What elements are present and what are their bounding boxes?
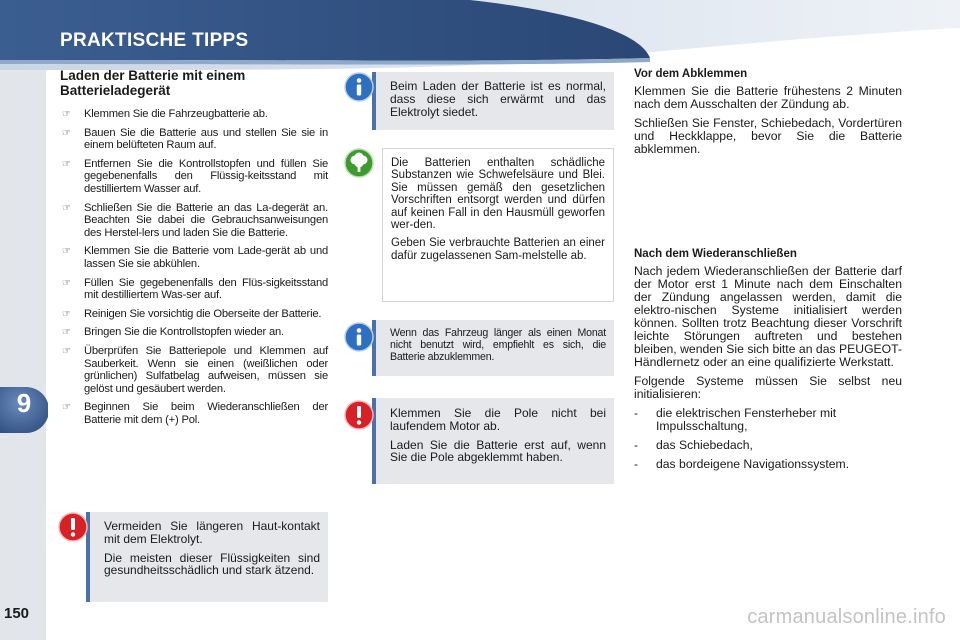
list-item: ☞ Bringen Sie die Kontrollstopfen wieder an. [62,326,284,339]
list-item: ☞ Beginnen Sie beim Wiederanschließen der Batterie mit dem (+) Pol. [62,401,328,426]
info-icon [344,72,374,102]
after-reconnecting-section: Nach dem Wiederanschließen Nach jedem Wiederanschließen der Batterie darf der Motor erst 1 Minute nach dem Einschalten der Zündung angelassen werden, damit die elektro-nischen Systeme initialisiert werden können. Sollten trotz Beachtung dieser Vorschrift leichte Störungen auftreten und bestehen bleiben, wenden Sie sich bitte an das PEUGEOT-Händlernetz oder an eine qualifizierte Werkstatt. Folgende Systeme müssen Sie selbst neu initialisieren: - die elektrischen Fensterheber mit Impulsschaltung, - das Schiebedach, - das bordeigene Navigationssystem. [634,248,902,471]
page-number: 150 [4,605,30,622]
battery-disposal-box: Die Batterien enthalten schädliche Substanzen wie Schwefelsäure und Blei. Sie müssen gemäß den gesetzlichen Vorschriften entsorgt werden und dürfen auf keinen Fall in den Hausmüll geworfen wer-den. Geben Sie verbrauchte Batterien an einer dafür zugelassenen Sam-melstelle ab. [382,148,614,302]
list-item: - das Schiebedach, [634,438,753,452]
pointing-hand-icon: ☞ [62,246,71,258]
watermark: carmanualsonline.info [747,606,946,628]
pointing-hand-icon: ☞ [62,308,71,320]
charging-steps-list [60,108,328,426]
list-item: - die elektrischen Fensterheber mit Impulsschaltung, [634,406,837,433]
engine-running-warning-box: Klemmen Sie die Pole nicht bei laufendem Motor ab. Laden Sie die Batterie erst auf, wenn Sie die Pole abgeklemmt haben. [372,398,614,484]
warning-icon [58,512,88,542]
pointing-hand-icon: ☞ [62,202,71,214]
pointing-hand-icon: ☞ [62,327,71,339]
pointing-hand-icon: ☞ [62,345,71,357]
list-item: ☞ Bauen Sie die Batterie aus und stellen Sie sie in einem belüfteten Raum auf. [62,126,328,152]
charging-heat-info-box: Beim Laden der Batterie ist es normal, dass diese sich erwärmt und das Elektrolyt siedet. [372,72,614,130]
page-header [0,0,960,70]
pointing-hand-icon: ☞ [62,158,71,170]
left-margin-strip [0,70,46,640]
list-item: ☞ Füllen Sie gegebenenfalls den Flüs-sigkeitsstand mit destilliertem Was-ser auf. [62,276,328,302]
list-item: ☞ Überprüfen Sie Batteriepole und Klemmen auf Sauberkeit. Wenn sie einen (weißlichen oder grünlichen) Sulfatbelag aufweisen, müssen sie gelöst und gesäubert werden. [62,344,328,395]
pointing-hand-icon: ☞ [62,402,71,414]
reinitialize-systems-list [634,407,902,471]
battery-charging-section [60,68,328,432]
warning-icon [344,400,374,430]
after-heading: Nach dem Wiederanschließen [634,248,797,260]
page-title: PRAKTISCHE TIPPS [60,30,249,51]
section-title: Laden der Batterie mit einem Batterieladegerät [60,68,246,98]
list-item: ☞ Reinigen Sie vorsichtig die Oberseite der Batterie. [62,307,322,320]
list-item: ☞ Entfernen Sie die Kontrollstopfen und füllen Sie gegebenenfalls den Flüssig-keitsstand mit destilliertem Wasser auf. [62,157,328,195]
pointing-hand-icon: ☞ [62,109,71,120]
long-storage-info-box: Wenn das Fahrzeug länger als einen Monat nicht benutzt wird, empfiehlt es sich, die Batterie abzuklemmen. [372,320,614,376]
tree-icon [344,148,374,178]
list-item: ☞ Klemmen Sie die Fahrzeugbatterie ab. [62,108,268,120]
before-heading: Vor dem Abklemmen [634,68,748,80]
before-disconnecting-section: Vor dem Abklemmen Klemmen Sie die Batterie frühestens 2 Minuten nach dem Ausschalten der Zündung ab. Schließen Sie Fenster, Schiebedach, Vordertüren und Heckklappe, bevor Sie die Batterie abklemmen. [634,68,902,156]
list-item: ☞ Schließen Sie die Batterie an das La-degerät an. Beachten Sie dabei die Gebrauchsanweisungen des Herstel-lers und laden Sie die Batterie. [62,201,328,239]
list-item: ☞ Klemmen Sie die Batterie vom Lade-gerät ab und lassen Sie sie abkühlen. [62,245,328,270]
info-icon [344,322,374,352]
chapter-number: 9 [16,388,32,418]
skin-contact-warning-box: Vermeiden Sie längeren Haut-kontakt mit dem Elektrolyt. Die meisten dieser Flüssigkeiten sind gesundheitsschädlich und stark ätzend. [86,512,328,602]
pointing-hand-icon: ☞ [62,277,71,289]
list-item: - das bordeigene Navigationssystem. [634,457,850,471]
pointing-hand-icon: ☞ [62,127,71,139]
